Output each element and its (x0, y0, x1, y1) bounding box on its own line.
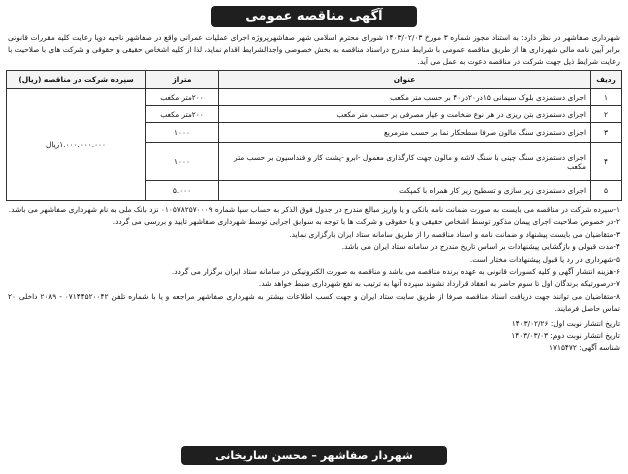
publish-info (6, 318, 620, 354)
header-row-number: ردیف (591, 71, 622, 89)
row-number: ۲ (591, 106, 622, 123)
condition-item: ۸-متقاضیان می توانند جهت دریافت اسناد مناقصه صرفا از طریق سایت ستاد ایران و جهت کسب اطلاعات بیشتر به شهرداری صفاشهر مراجعه و یا با شماره تلفن ۰۷۱۴۴۵۲۰۰۴۲ - ۲۰۸۹ داخلی ۲۰ تماس حاصل فرمایند. (8, 291, 621, 314)
condition-item: ۱-سپرده شرکت در مناقصه می بایست به صورت ضمانت نامه بانکی و یا واریز مبالغ مندرج در جدول فوق الذکر به حساب سپا شماره ۰۱۰۵۷۸۲۵۷۰۰۰۹ نزد بانک ملی به نام شهرداری صفاشهر می باشد. (8, 205, 620, 214)
conditions-list (8, 204, 620, 316)
row-number: ۴ (591, 143, 622, 181)
row-title: اجرای دستمزدی بتن ریزی در هر نوع ضخامت و عیار مصرفی بر حسب متر مکعب (219, 106, 591, 123)
condition-item: ۳-متقاضیان می بایست پیشنهاد و ضمانت نامه و اسناد مناقصه را از طریق سامانه ستاد ایران بارگزاری نماید. (289, 229, 620, 239)
table-row (7, 89, 622, 106)
deposit-amount: ۱.۰۰۰.۰۰۰.۰۰۰ریال (7, 89, 146, 201)
row-quantity: ۲۰۰متر مکعب (146, 89, 219, 106)
condition-item: ۶-هزینه انتشار آگهی و کلیه کسورات قانونی به عهده برنده مناقصه می باشد و مناقصه به صورت الکترونیکی در سامانه ستاد ایران برگزار می گردد. (171, 267, 620, 277)
signature: شهردار صفاشهر – محسن ساریخانی (181, 446, 447, 465)
condition-item: ۲-در خصوص صلاحیت اجرای پیمان مذکور توسط اشخاص حقیقی و یا حقوقی و شرکت ها با توجه به سوابق اجرایی توسط شهرداری صفاشهر تایید و بررسی می گردد. (112, 217, 620, 227)
row-title: اجرای دستمزدی سنگ چینی با سنگ لاشه و مالون جهت کارگذاری معمول -ابرو -پشت کار و فنداسیون بر حسب متر مکعب (219, 143, 591, 181)
row-number: ۱ (591, 89, 622, 106)
signature-bar (6, 444, 622, 466)
condition-item: ۷-درصورتیکه برندگان اول تا سوم حاضر به انعقاد قرارداد نشوند سپرده آنها به ترتیب به نفع شهرداری ضبط خواهد شد. (258, 279, 620, 289)
row-quantity: ۱۰۰۰ (146, 123, 219, 143)
row-quantity: ۲۰۰متر مکعب (146, 106, 219, 123)
header-title: عنوان (219, 71, 591, 89)
condition-item: ۵-شهرداری در رد یا قبول پیشنهادات مختار است. (469, 254, 620, 264)
condition-item: ۴-مدت قبولی و بازگشایی پیشنهادات بر اساس تاریخ مندرج در سامانه ستاد ایران می باشد. (341, 242, 620, 252)
second-publish-date: تاریخ انتشار نوبت دوم: ۱۴۰۳/۰۳/۰۳ (511, 330, 620, 340)
tender-notice (6, 4, 622, 466)
items-table (6, 70, 622, 201)
row-title: اجرای دستمزدی سنگ مالون صرفا سطحکار نما بر حسب مترمربع (219, 123, 591, 143)
row-title: اجرای دستمزدی بلوک سیمانی ۱۵در۲۰در۴۰ بر حسب متر مکعب (219, 89, 591, 106)
row-title: اجرای دستمزدی زیر سازی و تسطیح زیر کار همراه با کمپکت (219, 181, 591, 201)
title-bar (6, 4, 622, 30)
first-publish-date: تاریخ انتشار نوبت اول: ۱۴۰۳/۰۲/۲۶ (511, 318, 620, 328)
header-quantity: متراژ (146, 71, 219, 89)
header-deposit: سپرده شرکت در مناقصه (ریال) (7, 71, 146, 89)
ad-id: شناسه آگهی: ۱۷۱۵۴۷۲ (549, 342, 620, 352)
table-header-row (7, 71, 622, 89)
row-number: ۳ (591, 123, 622, 143)
row-quantity: ۵.۰۰۰ (146, 181, 219, 201)
row-number: ۵ (591, 181, 622, 201)
intro-paragraph: شهرداری صفاشهر در نظر دارد: به استناد مجوز شماره ۳ مورخ ۱۴۰۳/۰۲/۰۳ شورای محترم اسلامی شهر صفاشهرپروژه اجرای عملیات عمرانی واقع در صفاشهر ناحیه دویا رعایت کلیه مقررات قانونی برابر آیین نامه مالی شهرداری ها از طریق مناقصه عمومی با شرایط مندرج دراسناد مناقصه به بخش خصوصی واجدالشرایط اقدام نماید، لذا از کلیه اشخاص حقیقی و حقوقی و شرکت های با صلاحیت با رعایت شرایط ذیل جهت شرکت در مناقصه دعوت به عمل می آید. (8, 33, 620, 66)
row-quantity: ۱۰۰۰ (146, 143, 219, 181)
notice-title: آگهی مناقصه عمومی (211, 6, 416, 27)
